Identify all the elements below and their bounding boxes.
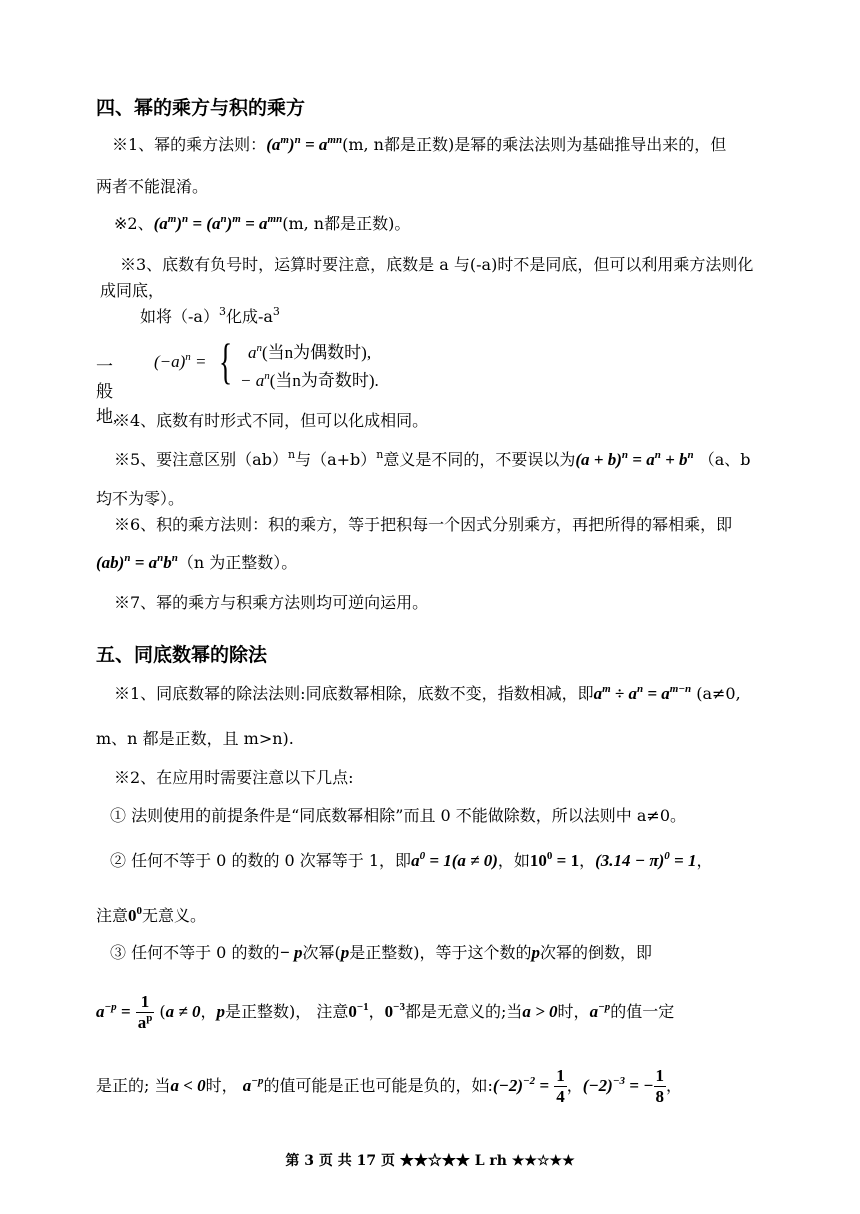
s5-point-1: ① 法则使用的前提条件是“同底数幂相除”而且 0 不能做除数，所以法则中 a≠0。 (110, 806, 687, 825)
s4-rule-1-cont: 两者不能混淆。 (96, 177, 209, 196)
s5-point-2-cont: 注意$0^0$无意义。 (96, 905, 207, 925)
s5-point-3: ③ 任何不等于 0 的数的− p次幂(p是正整数)，等于这个数的p次幂的倒数，即 (110, 943, 653, 962)
section-5-title: 五、同底数幂的除法 (96, 644, 268, 666)
s4-rule-1-label: ※1、幂的乘方法则： (112, 135, 267, 154)
s4-rule-7: ※7、幂的乘方与积乘方法则均可逆向运用。 (114, 593, 429, 612)
s5-point-3-examples: 是正的; 当a < 0时， $a^{-p}$的值可能是正也可能是负的，如$:(-2)^{-2}$ = $\frac{1}{4}$ ，$(-2)^{-3}$ = − $\frac{1}{8}$ ， (96, 1066, 683, 1106)
section-4-title: 四、幂的乘方与积的乘方 (96, 97, 306, 119)
s4-rule-5-cont: 均不为零）。 (96, 489, 185, 508)
brace-symbol: { (219, 333, 233, 389)
s4-rule-5: ※5、要注意区别（ab）$^n$与$(a+b)^n$意义是不同的，不要误以为$(a + b)^n = a^n + b^n$ （a、b (114, 448, 751, 469)
s5-point-3-formula: $a^{-p}$ = $\frac{1}{a^p}$ (a ≠ 0，p是正整数)， 注意$0^{-1}$，$0^{-3}$都是无意义的;当a > 0时，$a^{-p}$的值一定 (96, 992, 675, 1032)
s4-rule-3-cont: 成同底， (100, 281, 165, 300)
s4-rule-1-text: (m, n都是正数)是幂的乘法法则为基础推导出来的，但 (342, 135, 727, 154)
s5-point-2: ② 任何不等于 0 的数的 0 次幂等于 1，即$a^0 = 1(a \ne 0)$，如$10^0 = 1$，$(3.14 - \pi)^0 = 1$， (110, 850, 713, 870)
s5-rule-2: ※2、在应用时需要注意以下几点: (114, 768, 354, 787)
s4-rule-2: ※2、$(a^m)^n = (a^n)^m = a^{mn}(m$, n都是正数)。 (114, 213, 411, 233)
s4-rule-6: ※6、积的乘方法则：积的乘方，等于把积每一个因式分别乘方，再把所得的幂相乘，即 (114, 515, 733, 534)
s5-rule-1: ※1、同底数幂的除法法则:同底数幂相除，底数不变，指数相减，即$a^m \div a^n = a^{m-n}$ (a≠0, (114, 683, 741, 703)
s4-rule-3: ※3、底数有负号时，运算时要注意，底数是 a 与(-a)时不是同底，但可以利用乘方法则化 (120, 255, 754, 274)
s4-rule-3-example: 如将$(-a)^3$化成$-a^3$ (140, 305, 280, 326)
s4-rule-1: ※1、幂的乘方法则：$(a^m)^n = a^{mn}(m$, n都是正数)是幂的乘法法则为基础推导出来的，但 (112, 134, 727, 154)
s4-rule-6-cont: $(ab)^n = a^nb^n(n$ 为正整数）。 (96, 552, 298, 572)
s5-rule-1-cont: m、n 都是正数，且 m>n). (96, 729, 294, 748)
page-footer: 第 3 页 共 17 页 ★★☆★★ L rh ★★☆★★ (285, 1153, 575, 1169)
s4-rule-4: ※4、底数有时形式不同，但可以化成相同。 (114, 411, 429, 430)
